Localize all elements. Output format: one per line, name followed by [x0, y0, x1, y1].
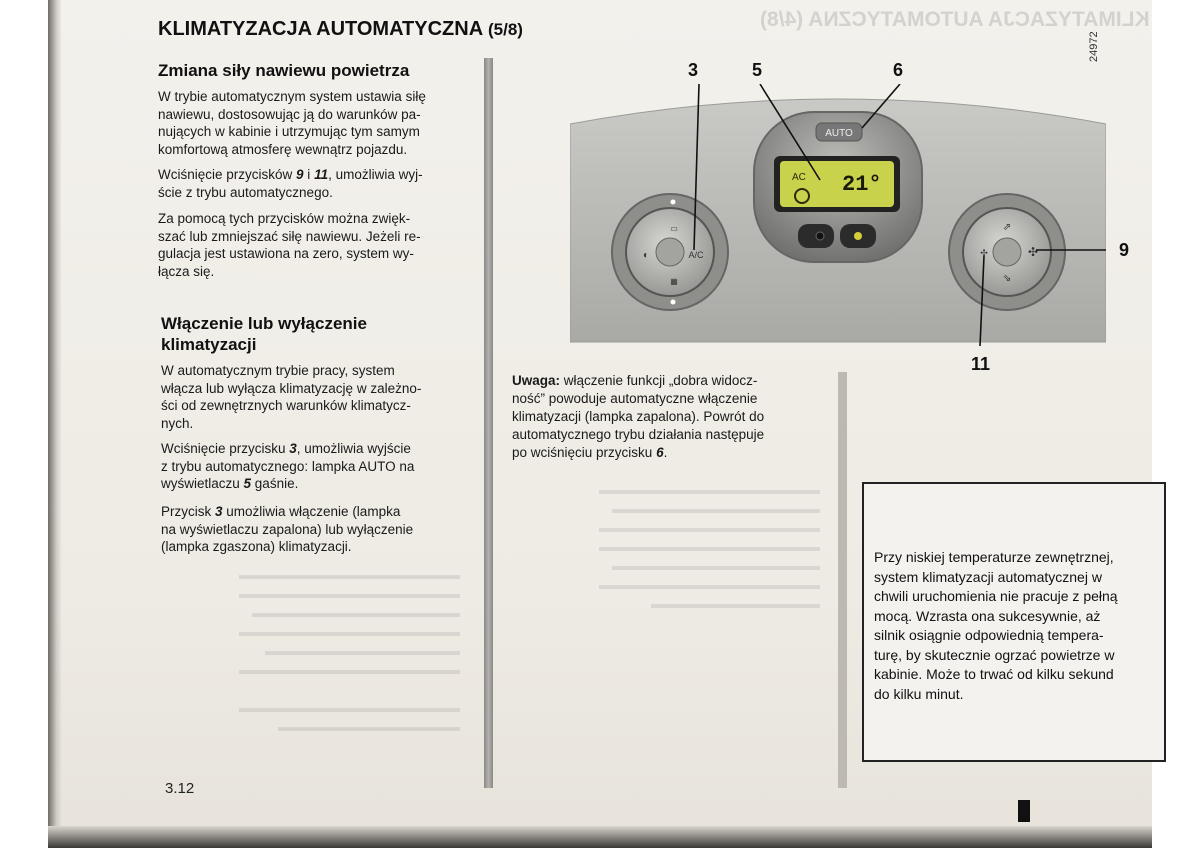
- page-spine-shadow: [48, 0, 62, 848]
- text-line: [161, 440, 469, 458]
- ref-number: 6: [656, 445, 664, 460]
- sec1-paragraph-1: [158, 88, 468, 158]
- bleed-through-title: KLIMATYZACJA AUTOMATYCZNA (4/8): [760, 8, 1150, 31]
- text-fragment: , umożliwia wyj-: [328, 167, 423, 182]
- text-line: Przy niskiej temperaturze zewnętrznej,: [874, 549, 1114, 565]
- figure-code: 24972: [1088, 31, 1100, 62]
- sec2-paragraph-3: [161, 503, 469, 556]
- text-line: W trybie automatycznym system ustawia siłę: [158, 89, 426, 104]
- recirc-icon: ◐: [642, 250, 650, 261]
- ref-number: 3: [289, 441, 297, 456]
- callout-6: 6: [893, 60, 904, 80]
- left-indicator-top: [671, 200, 676, 205]
- sec2-paragraph-1: [161, 362, 469, 432]
- ref-number: 5: [243, 476, 252, 491]
- text-line: nawiewu, dostosowując ją do warunków pa-: [158, 106, 421, 122]
- text-line: [158, 166, 468, 184]
- text-line: chwili uruchomienia nie pracuje z pełną: [874, 588, 1118, 604]
- text-line: ność” powoduje automatyczne włączenie: [512, 391, 758, 406]
- display-temperature: 21°: [842, 172, 882, 197]
- text-line: na wyświetlaczu zapalona) lub wyłączenie: [161, 521, 414, 537]
- text-line: [161, 475, 469, 493]
- left-knob-center: [656, 238, 684, 266]
- column-divider: [484, 58, 493, 788]
- text-line: W automatycznym trybie pracy, system: [161, 363, 395, 378]
- warning-text: [874, 548, 1152, 704]
- note-paragraph: [512, 372, 818, 462]
- text-line: [512, 444, 818, 462]
- text-line: (lampka zgaszona) klimatyzacji.: [161, 539, 352, 554]
- ref-number: 9: [296, 167, 304, 182]
- text-fragment: włączenie funkcji „dobra widocz-: [560, 373, 758, 388]
- text-line: [161, 503, 469, 521]
- rear-defrost-icon: ▦: [670, 277, 678, 286]
- text-line: komfortową atmosferę wewnątrz pojazdu.: [158, 141, 408, 157]
- text-line: do kilku minut.: [874, 685, 964, 702]
- text-fragment: Wciśnięcie przycisków: [158, 167, 297, 182]
- mode-led-icon: [854, 232, 862, 240]
- text-line: turę, by skutecznie ogrzać powietrze w: [874, 646, 1115, 663]
- text-line: automatycznego trybu działania następuje: [512, 427, 765, 442]
- sec1-paragraph-3: [158, 210, 468, 280]
- text-line: z trybu automatycznego: lampka AUTO na: [161, 458, 415, 474]
- text-line: mocą. Wzrasta ona sukcesywnie, aż: [874, 607, 1101, 624]
- vent-down-icon: ⇘: [1002, 273, 1012, 284]
- text-line: Za pomocą tych przycisków można zwięk-: [158, 211, 411, 226]
- section-heading-ac-toggle: [161, 313, 367, 355]
- auto-button-label: AUTO: [825, 128, 853, 139]
- fan-down-button[interactable]: ✣: [980, 249, 988, 259]
- callout-5: 5: [752, 60, 763, 80]
- ref-number: 3: [215, 504, 223, 519]
- vent-up-icon: ⇗: [1002, 222, 1012, 233]
- text-line: kabinie. Może to trwać od kilku sekund: [874, 666, 1114, 682]
- left-indicator-bottom: [671, 300, 676, 305]
- text-fragment: Wciśnięcie przycisku: [161, 441, 290, 456]
- bleed-through-text: ▬▬▬▬▬▬▬▬▬▬▬▬▬▬▬▬▬ ▬▬▬▬▬▬▬▬▬▬▬▬▬▬▬▬▬ ▬▬▬▬▬▬▬▬▬▬▬▬▬▬▬▬ ▬▬▬▬▬▬▬▬▬▬▬▬▬▬▬▬▬ ▬▬▬▬▬▬▬▬▬▬▬▬▬▬▬ ▬▬▬▬▬▬▬▬▬▬▬▬▬▬▬▬▬ ▬▬▬▬▬▬▬▬▬▬▬▬▬▬▬▬▬ ▬▬▬▬▬▬▬▬▬▬▬▬▬▬: [239, 567, 460, 734]
- text-fragment: Przycisk: [161, 504, 215, 519]
- heading-line: klimatyzacji: [161, 335, 257, 354]
- defrost-icon: ▭: [670, 224, 678, 233]
- note-label: Uwaga:: [512, 373, 561, 388]
- sec1-paragraph-2: [158, 166, 468, 201]
- text-fragment: umożliwia włączenie (lampka: [222, 504, 401, 519]
- text-fragment: gaśnie.: [251, 476, 299, 491]
- heading-line: Włączenie lub wyłączenie: [161, 314, 367, 333]
- climate-panel-figure: [570, 84, 1106, 346]
- fan-up-button[interactable]: ✣: [1027, 245, 1039, 259]
- text-line: [512, 372, 818, 390]
- ac-button-label[interactable]: A/C: [688, 250, 704, 260]
- text-line: łącza się.: [158, 263, 215, 279]
- text-line: silnik osiągnie odpowiednią tempera-: [874, 627, 1104, 643]
- right-knob-center: [993, 238, 1021, 266]
- text-fragment: , umożliwia wyjście: [296, 441, 411, 456]
- recirculation-led-icon: [816, 232, 824, 240]
- text-fragment: wyświetlaczu: [161, 476, 244, 491]
- page-title-part: (5/8): [487, 20, 523, 39]
- text-line: system klimatyzacji automatycznej w: [874, 568, 1102, 585]
- text-line: ście z trybu automatycznego.: [158, 184, 333, 200]
- callout-11: 11: [971, 354, 991, 374]
- text-fragment: i: [303, 167, 315, 182]
- callout-9: 9: [1119, 240, 1130, 260]
- text-line: włącza lub wyłącza klimatyzację w zależno-: [161, 380, 422, 396]
- text-fragment: po wciśnięciu przycisku: [512, 445, 657, 460]
- text-line: nych.: [161, 415, 194, 431]
- callout-3: 3: [688, 60, 699, 80]
- text-line: ści od zewnętrznych warunków klimatycz-: [161, 398, 411, 413]
- text-line: szać lub zmniejszać siłę nawiewu. Jeżeli re-: [158, 228, 421, 244]
- text-fragment: .: [663, 445, 668, 460]
- text-line: gulacja jest ustawiona na zero, system wy-: [158, 246, 414, 261]
- page-number: 3.12: [165, 780, 195, 797]
- ref-number: 11: [314, 167, 329, 182]
- page-title: [158, 18, 523, 41]
- text-line: klimatyzacji (lampka zapalona). Powrót do: [512, 409, 765, 424]
- text-line: nujących w kabinie i utrzymując tym samym: [158, 124, 420, 139]
- sec2-paragraph-2: [161, 440, 469, 493]
- section-heading-fan-speed: Zmiana siły nawiewu powietrza: [158, 61, 410, 80]
- column-divider-right: [838, 372, 847, 788]
- bleed-through-text-2: ▬▬▬▬▬▬▬▬▬▬▬▬▬▬▬▬▬ ▬▬▬▬▬▬▬▬▬▬▬▬▬▬▬▬ ▬▬▬▬▬▬▬▬▬▬▬▬▬▬▬▬▬ ▬▬▬▬▬▬▬▬▬▬▬▬▬▬▬▬▬ ▬▬▬▬▬▬▬▬▬▬▬▬▬▬▬▬ ▬▬▬▬▬▬▬▬▬▬▬▬▬▬▬▬▬ ▬▬▬▬▬▬▬▬▬▬▬▬▬: [599, 482, 820, 611]
- page-title-text: KLIMATYZACJA AUTOMATYCZNA: [158, 18, 483, 40]
- page-bottom-edge: [48, 826, 1152, 848]
- thumb-index-mark: [1018, 800, 1030, 822]
- display-ac-indicator: AC: [792, 172, 806, 183]
